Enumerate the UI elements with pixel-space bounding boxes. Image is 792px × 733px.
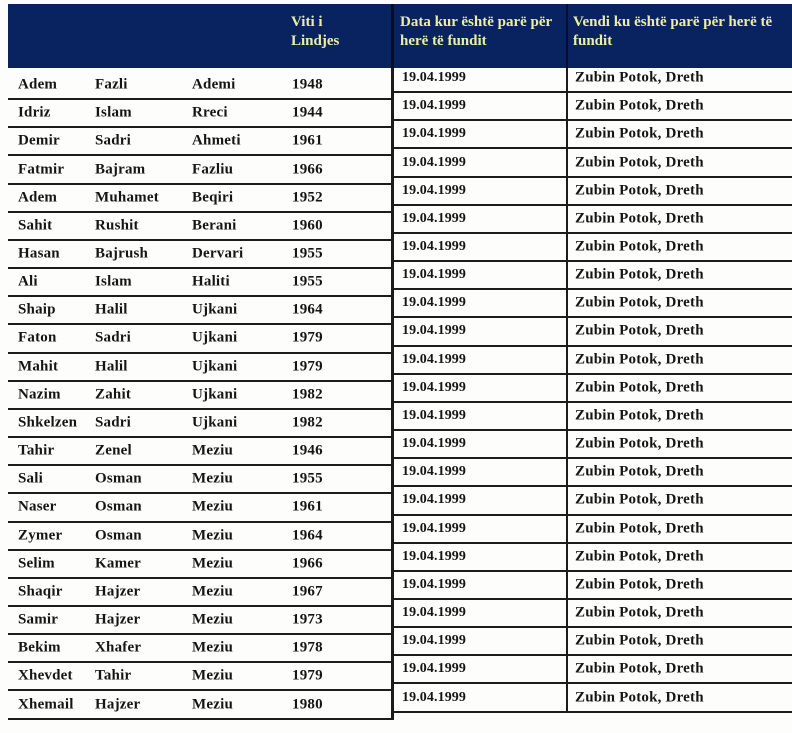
cell-father-name: Zahit	[95, 386, 132, 403]
cell-last-seen-place: Zubin Potok, Dreth	[575, 548, 704, 565]
cell-birth-year: 1948	[292, 76, 323, 93]
cell-birth-year: 1982	[292, 386, 323, 403]
cell-last-seen-date: 19.04.1999	[402, 267, 466, 283]
table-row-names	[8, 269, 391, 297]
cell-first-name: Xhemail	[18, 696, 74, 713]
table-row-date-place	[394, 487, 792, 515]
table-row-date-place	[394, 234, 792, 262]
cell-last-seen-date: 19.04.1999	[402, 323, 466, 339]
cell-last-seen-date: 19.04.1999	[402, 98, 466, 114]
table-row-names	[8, 354, 391, 382]
cell-surname: Berani	[192, 217, 237, 234]
table-row-date-place	[394, 403, 792, 431]
table-row-date-place	[394, 684, 792, 712]
cell-first-name: Adem	[18, 76, 58, 93]
table-row-date-place	[394, 656, 792, 684]
cell-last-seen-place: Zubin Potok, Dreth	[575, 660, 704, 677]
cell-birth-year: 1966	[292, 161, 323, 178]
cell-first-name: Faton	[18, 329, 57, 346]
cell-last-seen-date: 19.04.1999	[402, 210, 466, 226]
table-row-names	[8, 297, 391, 325]
cell-first-name: Adem	[18, 189, 58, 206]
table-row-date-place	[394, 318, 792, 346]
cell-first-name: Bekim	[18, 639, 61, 656]
cell-surname: Meziu	[192, 583, 233, 600]
cell-birth-year: 1955	[292, 273, 323, 290]
cell-first-name: Selim	[18, 555, 55, 572]
cell-first-name: Tahir	[18, 442, 55, 459]
cell-last-seen-place: Zubin Potok, Dreth	[575, 520, 704, 537]
cell-surname: Meziu	[192, 470, 233, 487]
table-row-date-place	[394, 262, 792, 290]
table-row-date-place	[394, 516, 792, 544]
cell-birth-year: 1944	[292, 104, 323, 121]
table-row-date-place	[394, 431, 792, 459]
cell-first-name: Nazim	[18, 386, 61, 403]
header-last-seen-place: Vendi ku është parë për herë të fundit	[573, 14, 773, 49]
table-row-names	[8, 579, 391, 607]
cell-surname: Ademi	[192, 76, 236, 93]
table-row-date-place	[394, 178, 792, 206]
cell-birth-year: 1966	[292, 555, 323, 572]
cell-birth-year: 1964	[292, 301, 323, 318]
cell-surname: Meziu	[192, 442, 233, 459]
table-row-names	[8, 691, 391, 719]
cell-father-name: Bajrush	[95, 245, 149, 262]
cell-surname: Meziu	[192, 498, 233, 515]
table-row-date-place	[394, 149, 792, 177]
cell-last-seen-date: 19.04.1999	[402, 239, 466, 255]
cell-first-name: Sahit	[18, 217, 53, 234]
cell-last-seen-place: Zubin Potok, Dreth	[575, 463, 704, 480]
cell-father-name: Sadri	[95, 132, 132, 149]
cell-last-seen-date: 19.04.1999	[402, 492, 466, 508]
cell-father-name: Osman	[95, 498, 142, 515]
cell-surname: Rreci	[192, 104, 228, 121]
cell-father-name: Xhafer	[95, 639, 142, 656]
cell-birth-year: 1979	[292, 358, 323, 375]
cell-birth-year: 1982	[292, 414, 323, 431]
cell-surname: Ujkani	[192, 301, 238, 318]
cell-last-seen-date: 19.04.1999	[402, 576, 466, 592]
table-row-names	[8, 635, 391, 663]
cell-first-name: Demir	[18, 132, 60, 149]
cell-surname: Meziu	[192, 527, 233, 544]
cell-birth-year: 1955	[292, 470, 323, 487]
table-row-date-place	[394, 290, 792, 318]
cell-surname: Haliti	[192, 273, 230, 290]
table-row-names	[8, 185, 391, 213]
cell-birth-year: 1978	[292, 639, 323, 656]
cell-first-name: Xhevdet	[18, 667, 73, 684]
cell-father-name: Tahir	[95, 667, 132, 684]
table-row-names	[8, 523, 391, 551]
cell-surname: Ahmeti	[192, 132, 241, 149]
header-birth-year: Viti i Lindjes	[291, 14, 340, 49]
cell-father-name: Sadri	[95, 329, 132, 346]
cell-birth-year: 1979	[292, 667, 323, 684]
cell-birth-year: 1961	[292, 498, 323, 515]
cell-last-seen-place: Zubin Potok, Dreth	[575, 210, 704, 227]
cell-first-name: Mahit	[18, 358, 59, 375]
cell-last-seen-place: Zubin Potok, Dreth	[575, 182, 704, 199]
cell-last-seen-date: 19.04.1999	[402, 70, 466, 86]
cell-last-seen-place: Zubin Potok, Dreth	[575, 97, 704, 114]
cell-first-name: Samir	[18, 611, 59, 628]
cell-father-name: Halil	[95, 358, 128, 375]
cell-last-seen-place: Zubin Potok, Dreth	[575, 351, 704, 368]
cell-first-name: Naser	[18, 498, 57, 515]
table-row-names	[8, 494, 391, 522]
cell-father-name: Hajzer	[95, 583, 141, 600]
table-row-names	[8, 607, 391, 635]
table-row-names	[8, 466, 391, 494]
cell-father-name: Hajzer	[95, 696, 141, 713]
cell-last-seen-place: Zubin Potok, Dreth	[575, 576, 704, 593]
cell-father-name: Osman	[95, 527, 142, 544]
cell-last-seen-place: Zubin Potok, Dreth	[575, 379, 704, 396]
table-row-date-place	[394, 459, 792, 487]
names-subtable	[8, 72, 391, 720]
cell-birth-year: 1946	[292, 442, 323, 459]
header-last-seen-date: Data kur është parë për herë të fundit	[400, 14, 552, 49]
cell-last-seen-place: Zubin Potok, Dreth	[575, 407, 704, 424]
cell-last-seen-date: 19.04.1999	[402, 351, 466, 367]
cell-surname: Ujkani	[192, 329, 238, 346]
cell-first-name: Shkelzen	[18, 414, 78, 431]
cell-last-seen-place: Zubin Potok, Dreth	[575, 322, 704, 339]
cell-last-seen-date: 19.04.1999	[402, 605, 466, 621]
table-row-date-place	[394, 544, 792, 572]
cell-father-name: Fazli	[95, 76, 128, 93]
cell-first-name: Shaqir	[18, 583, 63, 600]
cell-father-name: Bajram	[95, 161, 146, 178]
cell-first-name: Fatmir	[18, 161, 65, 178]
cell-first-name: Idriz	[18, 104, 51, 121]
table-row-names	[8, 325, 391, 353]
cell-last-seen-date: 19.04.1999	[402, 126, 466, 142]
cell-last-seen-date: 19.04.1999	[402, 548, 466, 564]
cell-last-seen-date: 19.04.1999	[402, 154, 466, 170]
cell-last-seen-date: 19.04.1999	[402, 182, 466, 198]
table-row-date-place	[394, 206, 792, 234]
table-row-names	[8, 438, 391, 466]
cell-first-name: Sali	[18, 470, 43, 487]
cell-last-seen-date: 19.04.1999	[402, 464, 466, 480]
cell-surname: Meziu	[192, 639, 233, 656]
cell-last-seen-date: 19.04.1999	[402, 633, 466, 649]
cell-father-name: Osman	[95, 470, 142, 487]
cell-birth-year: 1955	[292, 245, 323, 262]
cell-surname: Beqiri	[192, 189, 234, 206]
cell-last-seen-place: Zubin Potok, Dreth	[575, 238, 704, 255]
cell-father-name: Hajzer	[95, 611, 141, 628]
cell-first-name: Ali	[18, 273, 38, 290]
table-row-names	[8, 663, 391, 691]
cell-surname: Meziu	[192, 611, 233, 628]
cell-last-seen-date: 19.04.1999	[402, 295, 466, 311]
cell-birth-year: 1952	[292, 189, 323, 206]
table-row-names	[8, 128, 391, 156]
cell-first-name: Shaip	[18, 301, 56, 318]
cell-last-seen-place: Zubin Potok, Dreth	[575, 604, 704, 621]
date-place-subtable	[394, 65, 792, 713]
column-rule-date-place	[566, 68, 568, 713]
table-row-names	[8, 72, 391, 100]
cell-surname: Meziu	[192, 696, 233, 713]
header-separator	[566, 4, 568, 68]
cell-father-name: Sadri	[95, 414, 132, 431]
table-row-date-place	[394, 121, 792, 149]
cell-birth-year: 1961	[292, 132, 323, 149]
cell-last-seen-date: 19.04.1999	[402, 436, 466, 452]
cell-surname: Meziu	[192, 667, 233, 684]
cell-birth-year: 1980	[292, 696, 323, 713]
cell-surname: Dervari	[192, 245, 244, 262]
cell-last-seen-place: Zubin Potok, Dreth	[575, 69, 704, 86]
table-row-names	[8, 156, 391, 184]
cell-last-seen-place: Zubin Potok, Dreth	[575, 294, 704, 311]
cell-birth-year: 1979	[292, 329, 323, 346]
cell-last-seen-date: 19.04.1999	[402, 407, 466, 423]
cell-father-name: Muhamet	[95, 189, 159, 206]
cell-father-name: Kamer	[95, 555, 141, 572]
cell-surname: Meziu	[192, 555, 233, 572]
table-row-date-place	[394, 628, 792, 656]
column-rule-year-date	[391, 68, 394, 720]
cell-last-seen-place: Zubin Potok, Dreth	[575, 266, 704, 283]
cell-surname: Fazliu	[192, 161, 234, 178]
header-separator	[391, 4, 394, 68]
cell-last-seen-date: 19.04.1999	[402, 520, 466, 536]
cell-last-seen-place: Zubin Potok, Dreth	[575, 435, 704, 452]
cell-last-seen-place: Zubin Potok, Dreth	[575, 632, 704, 649]
cell-last-seen-date: 19.04.1999	[402, 689, 466, 705]
table-row-date-place	[394, 600, 792, 628]
table-row-names	[8, 213, 391, 241]
cell-last-seen-date: 19.04.1999	[402, 661, 466, 677]
table-row-date-place	[394, 375, 792, 403]
cell-last-seen-place: Zubin Potok, Dreth	[575, 154, 704, 171]
cell-father-name: Islam	[95, 273, 132, 290]
table-row-names	[8, 241, 391, 269]
table-row-names	[8, 410, 391, 438]
cell-birth-year: 1967	[292, 583, 323, 600]
cell-first-name: Zymer	[18, 527, 63, 544]
cell-last-seen-place: Zubin Potok, Dreth	[575, 125, 704, 142]
cell-father-name: Zenel	[95, 442, 132, 459]
table-row-date-place	[394, 347, 792, 375]
cell-father-name: Halil	[95, 301, 128, 318]
cell-surname: Ujkani	[192, 414, 238, 431]
cell-father-name: Rushit	[95, 217, 139, 234]
table-row-date-place	[394, 93, 792, 121]
cell-birth-year: 1960	[292, 217, 323, 234]
cell-surname: Ujkani	[192, 386, 238, 403]
cell-birth-year: 1964	[292, 527, 323, 544]
cell-birth-year: 1973	[292, 611, 323, 628]
table-header-bar	[8, 4, 792, 68]
cell-last-seen-date: 19.04.1999	[402, 379, 466, 395]
table-row-date-place	[394, 572, 792, 600]
table-row-date-place	[394, 65, 792, 93]
table-row-names	[8, 100, 391, 128]
table-row-names	[8, 551, 391, 579]
cell-surname: Ujkani	[192, 358, 238, 375]
cell-last-seen-place: Zubin Potok, Dreth	[575, 491, 704, 508]
table-row-names	[8, 382, 391, 410]
cell-father-name: Islam	[95, 104, 132, 121]
cell-last-seen-place: Zubin Potok, Dreth	[575, 689, 704, 706]
cell-first-name: Hasan	[18, 245, 60, 262]
